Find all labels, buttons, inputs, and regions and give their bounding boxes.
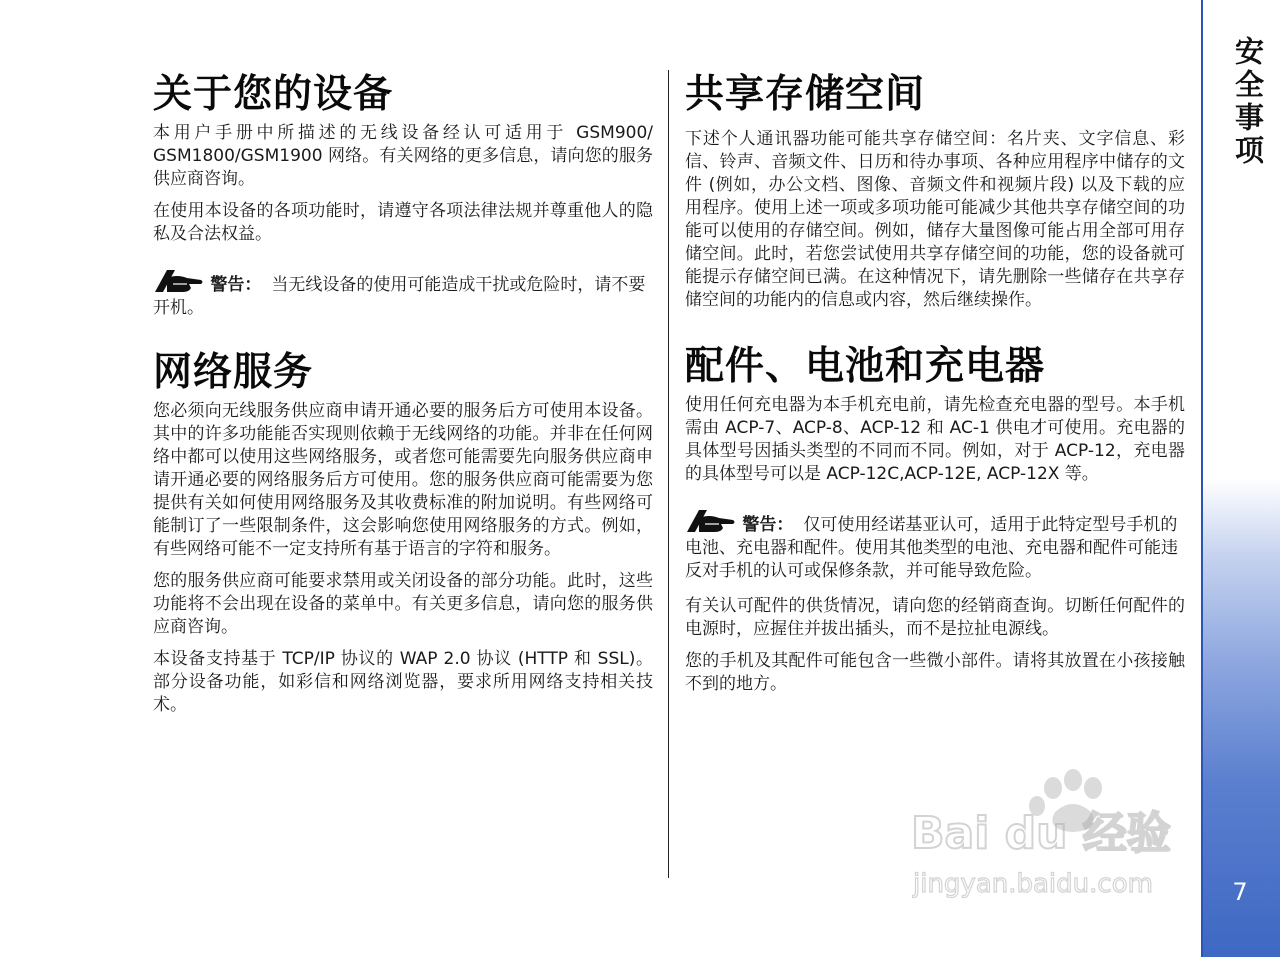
warning-text: 仅可使用经诺基亚认可，适用于此特定型号手机的电池、充电器和配件。使用其他类型的电池、充电器和配件可能违反对手机的认可或保修条款，并可能导致危险。: [685, 515, 1178, 581]
section-title-accessories: 配件、电池和充电器: [685, 344, 1046, 389]
warning-label: 警告：: [210, 275, 262, 295]
right-column: [685, 70, 1185, 705]
paragraph: 有关认可配件的供货情况，请向您的经销商查询。切断任何配件的电源时，应握住并拔出插头，而不是拉扯电源线。: [685, 596, 1185, 639]
left-column: [153, 70, 653, 726]
side-tab-title: 安全事项: [1231, 36, 1265, 168]
paragraph: 本设备支持基于 TCP/IP 协议的 WAP 2.0 协议 (HTTP 和 SSL)。部分设备功能，如彩信和网络浏览器，要求所用网络支持相关技术。: [153, 649, 653, 715]
paragraph: 使用任何充电器为本手机充电前，请先检查充电器的型号。本手机需由 ACP-7、ACP-8、ACP-12 和 AC-1 供电才可使用。充电器的具体型号因插头类型的不同而不同。例如，对于 ACP-12，充电器的具体型号可以是 ACP-12C,ACP-12E, ACP-12X 等。: [685, 395, 1185, 484]
warning-hand-icon: [153, 268, 205, 294]
watermark-url-text: jingyan.baidu.com: [913, 869, 1153, 899]
page-number: 7: [1232, 878, 1248, 906]
baidu-jingyan-watermark: [905, 760, 1205, 910]
warning-hand-icon: [685, 508, 737, 534]
warning-label: 警告：: [742, 515, 794, 535]
paragraph: 下述个人通讯器功能可能共享存储空间：名片夹、文字信息、彩信、铃声、音频文件、日历和待办事项、各种应用程序中储存的文件 (例如，办公文档、图像、音频文件和视频片段) 以及下载的应用程序。使用上述一项或多项功能可能减少其他共享存储空间的功能可以使用的存储空间。例如，储存大量图像可能占用全部可用存储空间。此时，若您尝试使用共享存储空间的功能，您的设备就可能提示存储空间已满。在这种情况下，请先删除一些储存在共享存储空间的功能内的信息或内容，然后继续操作。: [685, 129, 1185, 310]
paragraph: 本用户手册中所描述的无线设备经认可适用于 GSM900/ GSM1800/GSM1900 网络。有关网络的更多信息，请向您的服务供应商咨询。: [153, 123, 653, 189]
section-title-network-services: 网络服务: [153, 350, 314, 395]
warning-block: [153, 268, 653, 320]
paragraph: 您必须向无线服务供应商申请开通必要的服务后方可使用本设备。其中的许多功能能否实现则依赖于无线网络的功能。并非在任何网络中都可以使用这些网络服务，或者您可能需要先向服务供应商申请开通必要的网络服务后方可使用。您的服务供应商可能需要为您提供有关如何使用网络服务及其收费标准的附加说明。有些网络可能制订了一些限制条件，这会影响您使用网络服务的方式。例如，有些网络可能不一定支持所有基于语言的字符和服务。: [153, 401, 653, 559]
section-title-about-device: 关于您的设备: [153, 72, 394, 117]
paragraph: 在使用本设备的各项功能时，请遵守各项法律法规并尊重他人的隐私及合法权益。: [153, 201, 653, 244]
warning-block: [685, 508, 1185, 583]
column-divider: [668, 70, 669, 878]
paragraph: 您的手机及其配件可能包含一些微小部件。请将其放置在小孩接触不到的地方。: [685, 651, 1185, 694]
paragraph: 您的服务供应商可能要求禁用或关闭设备的部分功能。此时，这些功能将不会出现在设备的菜单中。有关更多信息，请向您的服务供应商咨询。: [153, 571, 653, 637]
warning-text: 当无线设备的使用可能造成干扰或危险时，请不要开机。: [153, 275, 646, 318]
side-tab-border: [1201, 0, 1203, 957]
watermark-main-text: Bai du 经验: [911, 808, 1171, 859]
section-title-shared-memory: 共享存储空间: [685, 72, 926, 117]
